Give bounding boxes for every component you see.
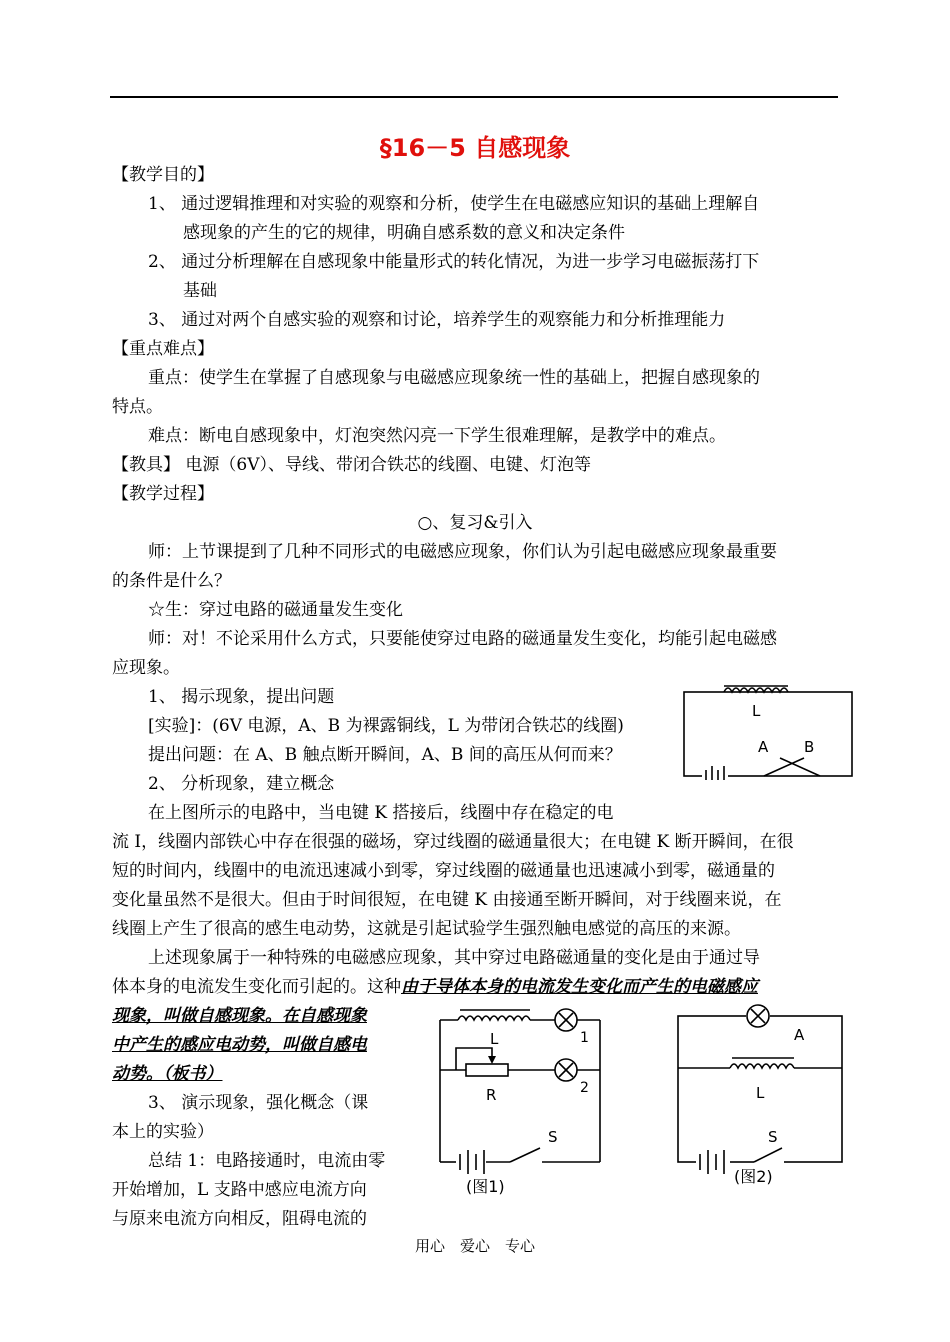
- top-rule: [110, 96, 838, 98]
- fig2-label-A: A: [794, 1026, 805, 1044]
- fig1-label-L: L: [490, 1030, 499, 1048]
- tools: 【教具】 电源（6V）、导线、带闭合铁芯的线圈、电键、灯泡等: [112, 455, 591, 475]
- circuit-diagram-top: [680, 680, 855, 780]
- page-footer: 用心 爱心 专心: [414, 1237, 535, 1255]
- step-2: 2、 分析现象，建立概念: [148, 774, 335, 794]
- definition-line-2: 中产生的感应电动势，叫做自感电: [112, 1035, 367, 1055]
- objective-3: 3、 通过对两个自感实验的观察和讨论，培养学生的观察能力和分析推理能力: [148, 310, 726, 330]
- objectives-heading: 【教学目的】: [112, 165, 214, 185]
- concept-1: 上述现象属于一种特殊的电磁感应现象，其中穿过电路磁通量的变化是由于通过导: [148, 948, 760, 968]
- page-title: §16－5 自感现象: [379, 134, 571, 162]
- step-3b: 本上的实验）: [112, 1122, 214, 1142]
- para-2: ☆生：穿过电路的磁通量发生变化: [148, 600, 403, 620]
- summary-1: 总结 1：电路接通时，电流由零: [148, 1151, 386, 1171]
- fig1-label-1: 1: [580, 1030, 589, 1046]
- review-heading: ○、复习&引入: [417, 513, 533, 533]
- circuit-figure-1: [430, 996, 610, 1196]
- definition-line-1: 现象，叫做自感现象。在自感现象: [112, 1006, 367, 1026]
- label-L: L: [752, 702, 761, 720]
- para-3a: 师：对！不论采用什么方式，只要能使穿过电路的磁通量发生变化，均能引起电磁感: [148, 629, 777, 649]
- analysis-3: 短的时间内，线圈中的电流迅速减小到零，穿过线圈的磁通量也迅速减小到零，磁通量的: [112, 861, 775, 881]
- objective-2b: 基础: [183, 281, 217, 301]
- key-point-a: 重点：使学生在掌握了自感现象与电磁感应现象统一性的基础上，把握自感现象的: [148, 368, 760, 388]
- analysis-4: 变化量虽然不是很大。但由于时间很短，在电键 K 由接通至断开瞬间，对于线圈来说，在: [112, 890, 782, 910]
- analysis-5: 线圈上产生了很高的感生电动势，这就是引起试验学生强烈触电感觉的高压的来源。: [112, 919, 741, 939]
- step-1: 1、 揭示现象，提出问题: [148, 687, 335, 707]
- question: 提出问题：在 A、B 触点断开瞬间，A、B 间的高压从何而来？: [148, 745, 622, 765]
- step-3a: 3、 演示现象，强化概念（课: [148, 1093, 369, 1113]
- difficulty: 难点：断电自感现象中，灯泡突然闪亮一下学生很难理解，是教学中的难点。: [148, 426, 726, 446]
- objective-1a: 1、 通过逻辑推理和对实验的观察和分析，使学生在电磁感应知识的基础上理解自: [148, 194, 760, 214]
- fig1-label-R: R: [486, 1086, 497, 1104]
- fig1-label-S: S: [548, 1128, 558, 1146]
- concept-2-plain: 体本身的电流发生变化而引起的。这种: [112, 977, 401, 997]
- summary-3: 与原来电流方向相反，阻碍电流的: [112, 1209, 367, 1229]
- fig2-label-S: S: [768, 1128, 778, 1146]
- fig2-caption: (图2): [734, 1167, 773, 1186]
- experiment: [实验]：(6V 电源，A、B 为裸露铜线，L 为带闭合铁芯的线圈): [148, 716, 624, 736]
- para-1a: 师：上节课提到了几种不同形式的电磁感应现象，你们认为引起电磁感应现象最重要: [148, 542, 777, 562]
- para-3b: 应现象。: [112, 658, 180, 678]
- fig1-label-2: 2: [580, 1080, 589, 1096]
- key-point-b: 特点。: [112, 397, 163, 417]
- definition-emphasis: 由于导体本身的电流发生变化而产生的电磁感应: [401, 977, 758, 997]
- fig1-caption: (图1): [466, 1177, 505, 1196]
- objective-1b: 感现象的产生的它的规律，明确自感系数的意义和决定条件: [183, 223, 625, 243]
- circuit-figure-2: [670, 996, 850, 1196]
- key-heading: 【重点难点】: [112, 339, 214, 359]
- analysis-2: 流 I，线圈内部铁心中存在很强的磁场，穿过线圈的磁通量很大；在电键 K 断开瞬间，在很: [112, 832, 794, 852]
- process-heading: 【教学过程】: [112, 484, 214, 504]
- analysis-1: 在上图所示的电路中，当电键 K 搭接后，线圈中存在稳定的电: [148, 803, 614, 823]
- summary-2: 开始增加，L 支路中感应电流方向: [112, 1180, 367, 1200]
- concept-2: [112, 976, 758, 998]
- label-A: A: [758, 738, 769, 756]
- para-1b: 的条件是什么？: [112, 571, 231, 591]
- label-B: B: [804, 738, 815, 756]
- objective-2a: 2、 通过分析理解在自感现象中能量形式的转化情况，为进一步学习电磁振荡打下: [148, 252, 760, 272]
- fig2-label-L: L: [756, 1084, 765, 1102]
- definition-line-3: 动势。（板书）: [112, 1064, 223, 1084]
